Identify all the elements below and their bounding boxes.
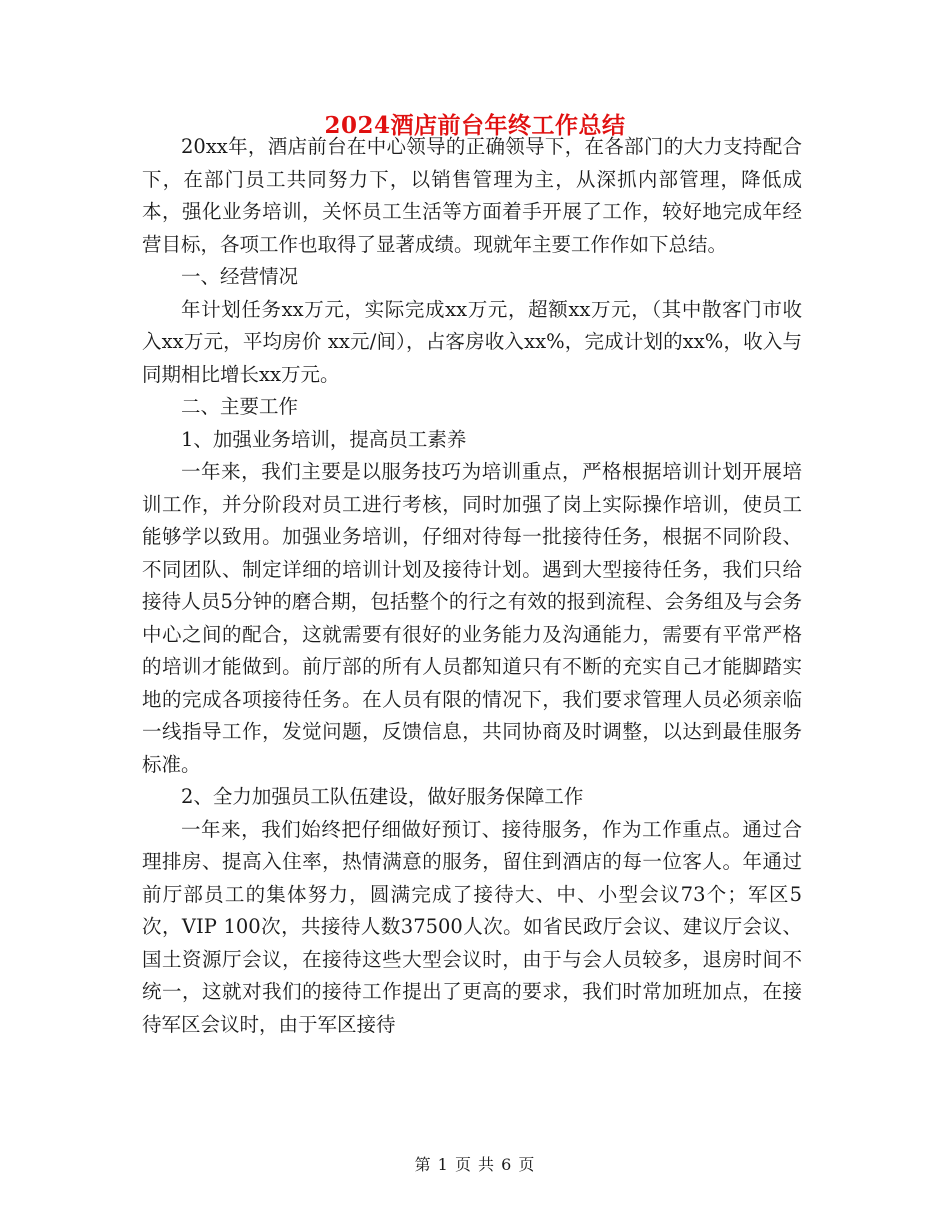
- paragraph-team-building: 一年来，我们始终把仔细做好预订、接待服务，作为工作重点。通过合理排房、提高入住率，热情满意的服务，留住到酒店的每一位客人。年通过前厅部员工的集体努力，圆满完成了接待大、中、小型会议73个；军区5次，VIP 100次，共接待人数37500人次。如省民政厅会议、建议厅会议、国土资源厅会议，在接待这些大型会议时，由于与会人员较多，退房时间不统一，这就对我们的接待工作提出了更高的要求，我们时常加班加点，在接待军区会议时，由于军区接待: [142, 817, 802, 1036]
- paragraph-intro: 20xx年，酒店前台在中心领导的正确领导下，在各部门的大力支持配合下，在部门员工共同努力下，以销售管理为主，从深抓内部管理，降低成本，强化业务培训，关怀员工生活等方面着手开展了工作，较好地完成年经营目标，各项工作也取得了显著成绩。现就年主要工作作如下总结。: [142, 135, 802, 256]
- section-heading-operations: 一、经营情况: [181, 265, 299, 288]
- document-title: 2024酒店前台年终工作总结: [324, 112, 626, 139]
- document-body: [142, 131, 802, 1041]
- paragraph-training: 一年来，我们主要是以服务技巧为培训重点，严格根据培训计划开展培训工作，并分阶段对员工进行考核，同时加强了岗上实际操作培训，使员工能够学以致用。加强业务培训，仔细对待每一批接待任务，根据不同阶段、不同团队、制定详细的培训计划及接待计划。遇到大型接待任务，我们只给接待人员5分钟的磨合期，包括整个的行之有效的报到流程、会务组及与会务中心之间的配合，这就需要有很好的业务能力及沟通能力，需要有平常严格的培训才能做到。前厅部的所有人员都知道只有不断的充实自己才能脚踏实地的完成各项接待任务。在人员有限的情况下，我们要求管理人员必须亲临一线指导工作，发觉问题，反馈信息，共同协商及时调整，以达到最佳服务标准。: [142, 460, 802, 776]
- section-heading-main-work: 二、主要工作: [181, 395, 299, 418]
- page-footer: 第 1 页 共 6 页: [414, 1155, 536, 1174]
- subheading-team-building: 2、全力加强员工队伍建设，做好服务保障工作: [181, 785, 584, 808]
- subheading-training: 1、加强业务培训，提高员工素养: [181, 427, 467, 451]
- paragraph-operations: 年计划任务xx万元，实际完成xx万元，超额xx万元，（其中散客门市收入xx万元，平均房价 xx元/间），占客房收入xx%，完成计划的xx%，收入与同期相比增长xx万元。: [142, 297, 802, 386]
